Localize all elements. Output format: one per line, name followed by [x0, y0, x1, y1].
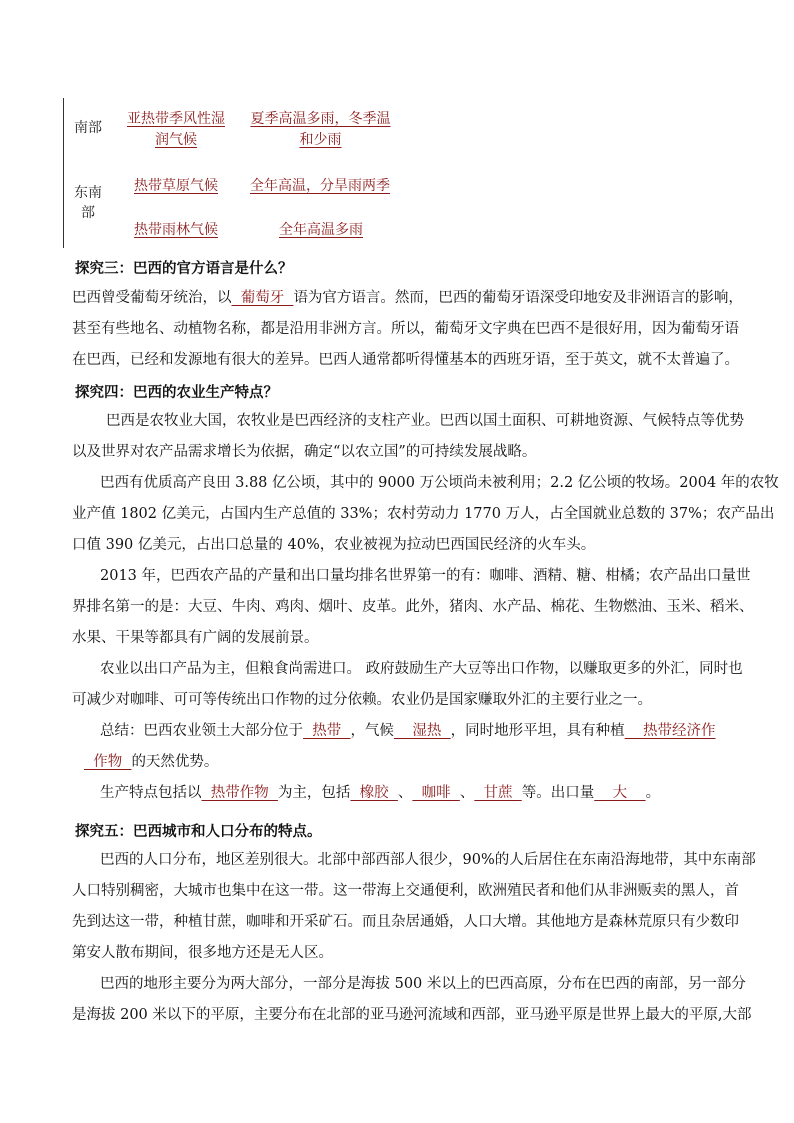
section5-heading: 探究五：巴西城市和人口分布的特点。 — [75, 824, 322, 840]
section5-p2-line1: 巴西的地形主要分为两大部分，一部分是海拔 500 米以上的巴西高原，分布在巴西的南部，另一部分 — [100, 976, 746, 992]
summary-text-b: ，气候 — [350, 723, 394, 739]
section4-p2-line2: 业产值 1802 亿美元，占国内生产总值的 33%；农村劳动力 1770 万人，占全国就业总数的 37%；农产品出 — [72, 506, 775, 522]
section4-p4-line2: 可减少对咖啡、可可等传统出口作物的过分依赖。农业仍是国家赚取外汇的主要行业之一。 — [72, 692, 652, 708]
south-climate-line1: 亚热带季风性湿 — [127, 111, 225, 127]
section5-p1-line3: 先到达这一带，种植甘蔗，咖啡和开采矿石。而且杂居通婚，人口大增。其他地方是森林荒原只有少数印 — [72, 914, 739, 930]
region-south-label: 南部 — [74, 120, 102, 136]
section3-text-b: 语为官方语言。然而，巴西的葡萄牙语深受印地安及非洲语言的影响， — [293, 290, 743, 306]
region-southeast-label-2: 部 — [81, 205, 95, 221]
features-answer-export: 大 — [594, 785, 646, 801]
section5-body — [72, 845, 756, 1031]
features-text-e: 等。出口量 — [521, 785, 595, 801]
region-southeast-label-1: 东南 — [74, 185, 102, 201]
section4-body — [72, 406, 779, 809]
section5-p1-line2: 人口特别稠密，大城市也集中在这一带。这一带海上交通便利，欧洲殖民者和他们从非洲贩卖的黑人，首 — [72, 883, 739, 899]
south-climate-line2: 润气候 — [155, 132, 197, 148]
summary-answer-crops-cont: 作物 — [84, 754, 132, 770]
south-feature-line1: 夏季高温多雨，冬季温 — [250, 111, 391, 127]
features-answer-rubber: 橡胶 — [350, 785, 398, 801]
southeast-climate-b: 热带雨林气候 — [134, 222, 218, 238]
section3-heading: 探究三：巴西的官方语言是什么？ — [75, 261, 293, 277]
southeast-feature-a: 全年高温，分旱雨两季 — [250, 178, 390, 194]
table-left-border — [63, 98, 64, 248]
official-language-answer: 葡萄牙 — [231, 290, 294, 306]
section5-p2-line2: 是海拔 200 米以下的平原，主要分布在北部的亚马逊河流域和西部，亚马逊平原是世界上最大的平原,大部 — [72, 1007, 752, 1023]
region-southeast-label — [72, 183, 104, 223]
section3-line3: 在巴西，已经和发源地有很大的差异。巴西人通常都听得懂基本的西班牙语，至于英文，就不太普遍了。 — [72, 352, 739, 368]
section3-paragraph — [72, 283, 743, 376]
south-climate-answer — [120, 109, 232, 151]
summary-line1 — [72, 716, 737, 747]
section4-p2-line3: 口值 390 亿美元，占出口总量的 40%，农业被视为拉动巴西国民经济的火车头。 — [72, 537, 596, 553]
summary-text-d: 的天然优势。 — [131, 754, 219, 770]
features-text-c: 、 — [397, 785, 413, 801]
southeast-climate-a: 热带草原气候 — [134, 178, 218, 194]
section4-p3-line1: 2013 年，巴西农产品的产量和出口量均排名世界第一的有：咖啡、酒精、糖、柑橘；农产品出口量世 — [100, 568, 751, 584]
section3-line2: 甚至有些地名、动植物名称，都是沿用非洲方言。所以，葡萄牙文字典在巴西不是很好用，因为葡萄牙语 — [72, 321, 739, 337]
section3-text-a: 巴西曾受葡萄牙统治，以 — [72, 290, 232, 306]
features-answer-coffee: 咖啡 — [412, 785, 460, 801]
summary-text-c: ，同时地形平坦，具有种植 — [450, 723, 625, 739]
features-text-d: 、 — [459, 785, 475, 801]
summary-text-a: 总结：巴西农业领土大部分位于 — [100, 723, 303, 739]
features-text-b: 为主，包括 — [277, 785, 351, 801]
section5-p1-line4: 第安人散布期间，很多地方还是无人区。 — [72, 945, 333, 961]
section4-p2-line1: 巴西有优质高产良田 3.88 亿公顷，其中的 9000 万公顷尚未被利用；2.2 亿公顷的牧场。2004 年的农牧 — [100, 475, 779, 491]
section4-p3-line2: 界排名第一的是：大豆、牛肉、鸡肉、烟叶、皮革。此外，猪肉、水产品、棉花、生物燃油、玉米、稻米、 — [72, 599, 754, 615]
features-answer-main: 热带作物 — [201, 785, 278, 801]
summary-answer-crops: 热带经济作 — [624, 723, 716, 739]
features-text-a: 生产特点包括以 — [100, 785, 202, 801]
summary-answer-climate: 湿热 — [393, 723, 451, 739]
section4-p3-line3: 水果、干果等都具有广阔的发展前景。 — [72, 630, 319, 646]
features-answer-sugarcane: 甘蔗 — [474, 785, 522, 801]
section4-p1-line1: 巴西是农牧业大国，农牧业是巴西经济的支柱产业。巴西以国土面积、可耕地资源、气候特点等优势 — [106, 413, 744, 429]
section4-p4-line1: 农业以出口产品为主，但粮食尚需进口。 政府鼓励生产大豆等出口作物，以赚取更多的外汇，同时也 — [100, 661, 743, 677]
summary-line2 — [72, 747, 737, 778]
section3-line1 — [72, 283, 743, 314]
summary-answer-tropics: 热带 — [303, 723, 351, 739]
southeast-feature-b: 全年高温多雨 — [279, 222, 363, 238]
features-line — [72, 778, 737, 809]
south-feature-line2: 和少雨 — [299, 132, 342, 148]
section4-heading: 探究四：巴西的农业生产特点？ — [75, 385, 278, 401]
section4-p1-line2: 以及世界对农产品需求增长为依据，确定“以农立国”的可持续发展战略。 — [72, 444, 537, 460]
south-feature-answer — [248, 109, 393, 151]
section5-p1-line1: 巴西的人口分布，地区差别很大。北部中部西部人很少，90%的人后居住在东南沿海地带，其中东南部 — [100, 852, 756, 868]
features-text-f: 。 — [645, 785, 661, 801]
